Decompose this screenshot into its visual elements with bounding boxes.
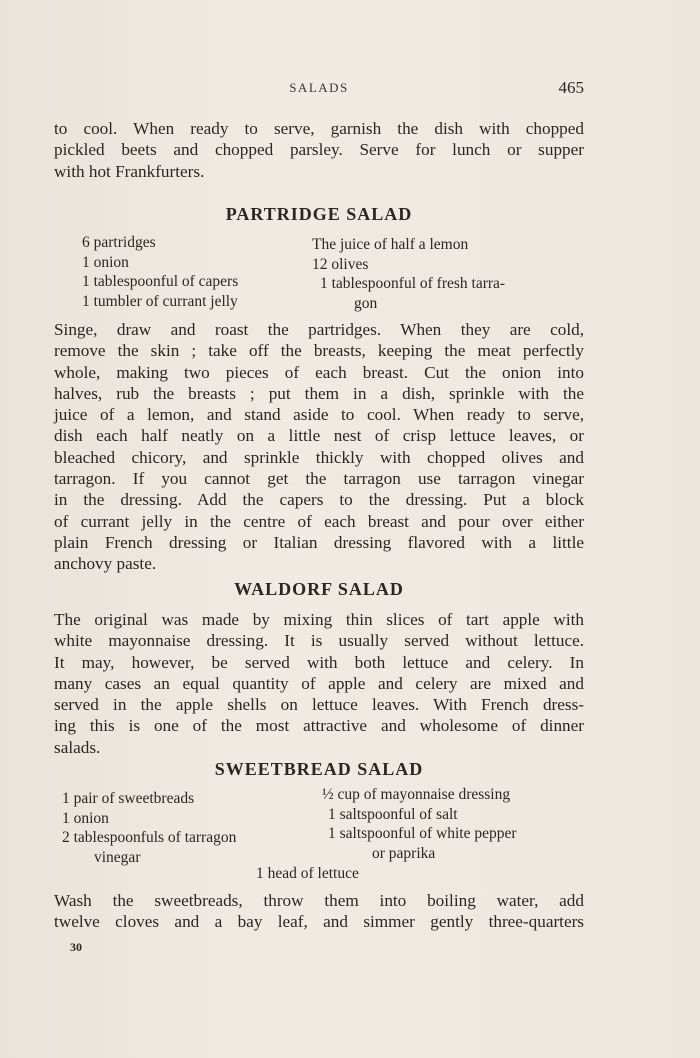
text-line: pickled beets and chopped parsley. Serve for lunch or supper — [54, 140, 584, 160]
ingredient-item: 1 saltspoonful of white pepper — [328, 825, 517, 842]
sweetbread-ingredients-right — [322, 785, 517, 863]
ingredient-item: gon — [354, 294, 378, 312]
text-line: salads. — [54, 737, 101, 757]
text-line: ing this is one of the most attractive and wholesome of dinner — [54, 716, 584, 736]
text-line: halves, rub the breasts ; put them in a dish, sprinkle with the — [54, 383, 584, 403]
recipe-title-sweetbread: SWEETBREAD SALAD — [214, 759, 424, 779]
page-header — [54, 78, 584, 100]
text-line: It may, however, be served with both lettuce and celery. In — [54, 652, 584, 672]
text-line: of currant jelly in the centre of each breast and pour over either — [54, 511, 584, 531]
text-line: to cool. When ready to serve, garnish the dish with chopped — [54, 119, 584, 138]
partridge-ingredients-left — [82, 233, 238, 311]
sweetbread-ingredients-left — [62, 789, 236, 867]
ingredient-item: 6 partridges — [82, 234, 156, 251]
recipe-title-waldorf: WALDORF SALAD — [234, 579, 404, 599]
waldorf-method — [54, 609, 584, 758]
text-line: tarragon. If you cannot get the tarragon use tarragon vinegar — [54, 469, 584, 489]
text-line: bleached chicory, and sprinkle thickly with chopped olives and — [54, 447, 584, 467]
text-line: many cases an equal quantity of apple and celery are mixed and — [54, 673, 584, 693]
text-line: Singe, draw and roast the partridges. When they are cold, — [54, 320, 584, 339]
ingredient-item: 2 tablespoonfuls of tarragon — [62, 829, 237, 846]
ingredient-item: 1 tablespoonful of capers — [82, 273, 239, 290]
text-line: plain French dressing or Italian dressing flavored with a little — [54, 532, 584, 552]
ingredient-item: or paprika — [372, 844, 436, 862]
signature-mark: 30 — [70, 940, 82, 954]
text-line: served in the apple shells on lettuce leaves. With French dress- — [54, 695, 584, 715]
sweetbread-method — [54, 890, 584, 933]
text-line: dish each half neatly on a little nest of crisp lettuce leaves, or — [54, 426, 584, 446]
ingredient-item: The juice of half a lemon — [312, 236, 469, 253]
ingredient-item: 12 olives — [312, 255, 369, 273]
partridge-ingredients-right — [312, 235, 505, 313]
ingredient-item: 1 onion — [82, 253, 129, 271]
text-line: The original was made by mixing thin slices of tart apple with — [54, 610, 584, 629]
text-line: juice of a lemon, and stand aside to cool. When ready to serve, — [54, 405, 584, 425]
sweetbread-ingredient-center: 1 head of lettuce — [256, 865, 359, 882]
text-line: Wash the sweetbreads, throw them into boiling water, add — [54, 891, 584, 910]
ingredient-item: 1 saltspoonful of salt — [328, 805, 458, 823]
ingredient-item: 1 tumbler of currant jelly — [82, 292, 238, 310]
partridge-method — [54, 319, 584, 575]
text-line: white mayonnaise dressing. It is usually served without lettuce. — [54, 631, 584, 651]
ingredient-item: vinegar — [94, 848, 141, 866]
ingredient-item: ½ cup of mayonnaise dressing — [322, 786, 511, 803]
ingredient-item: 1 pair of sweetbreads — [62, 790, 195, 807]
text-line: remove the skin ; take off the breasts, keeping the meat perfectly — [54, 341, 584, 361]
ingredient-item: 1 onion — [62, 809, 109, 827]
intro-paragraph — [54, 118, 584, 182]
recipe-title-partridge: PARTRIDGE SALAD — [225, 204, 413, 224]
running-head: SALADS — [289, 80, 349, 95]
ingredient-item: 1 tablespoonful of fresh tarra- — [320, 275, 506, 292]
text-line: in the dressing. Add the capers to the dressing. Put a block — [54, 490, 584, 510]
text-line: twelve cloves and a bay leaf, and simmer gently three-quarters — [54, 912, 584, 932]
text-line: with hot Frankfurters. — [54, 161, 205, 181]
page-number: 465 — [558, 78, 584, 97]
text-line: whole, making two pieces of each breast. Cut the onion into — [54, 362, 584, 382]
text-line: anchovy paste. — [54, 554, 157, 574]
